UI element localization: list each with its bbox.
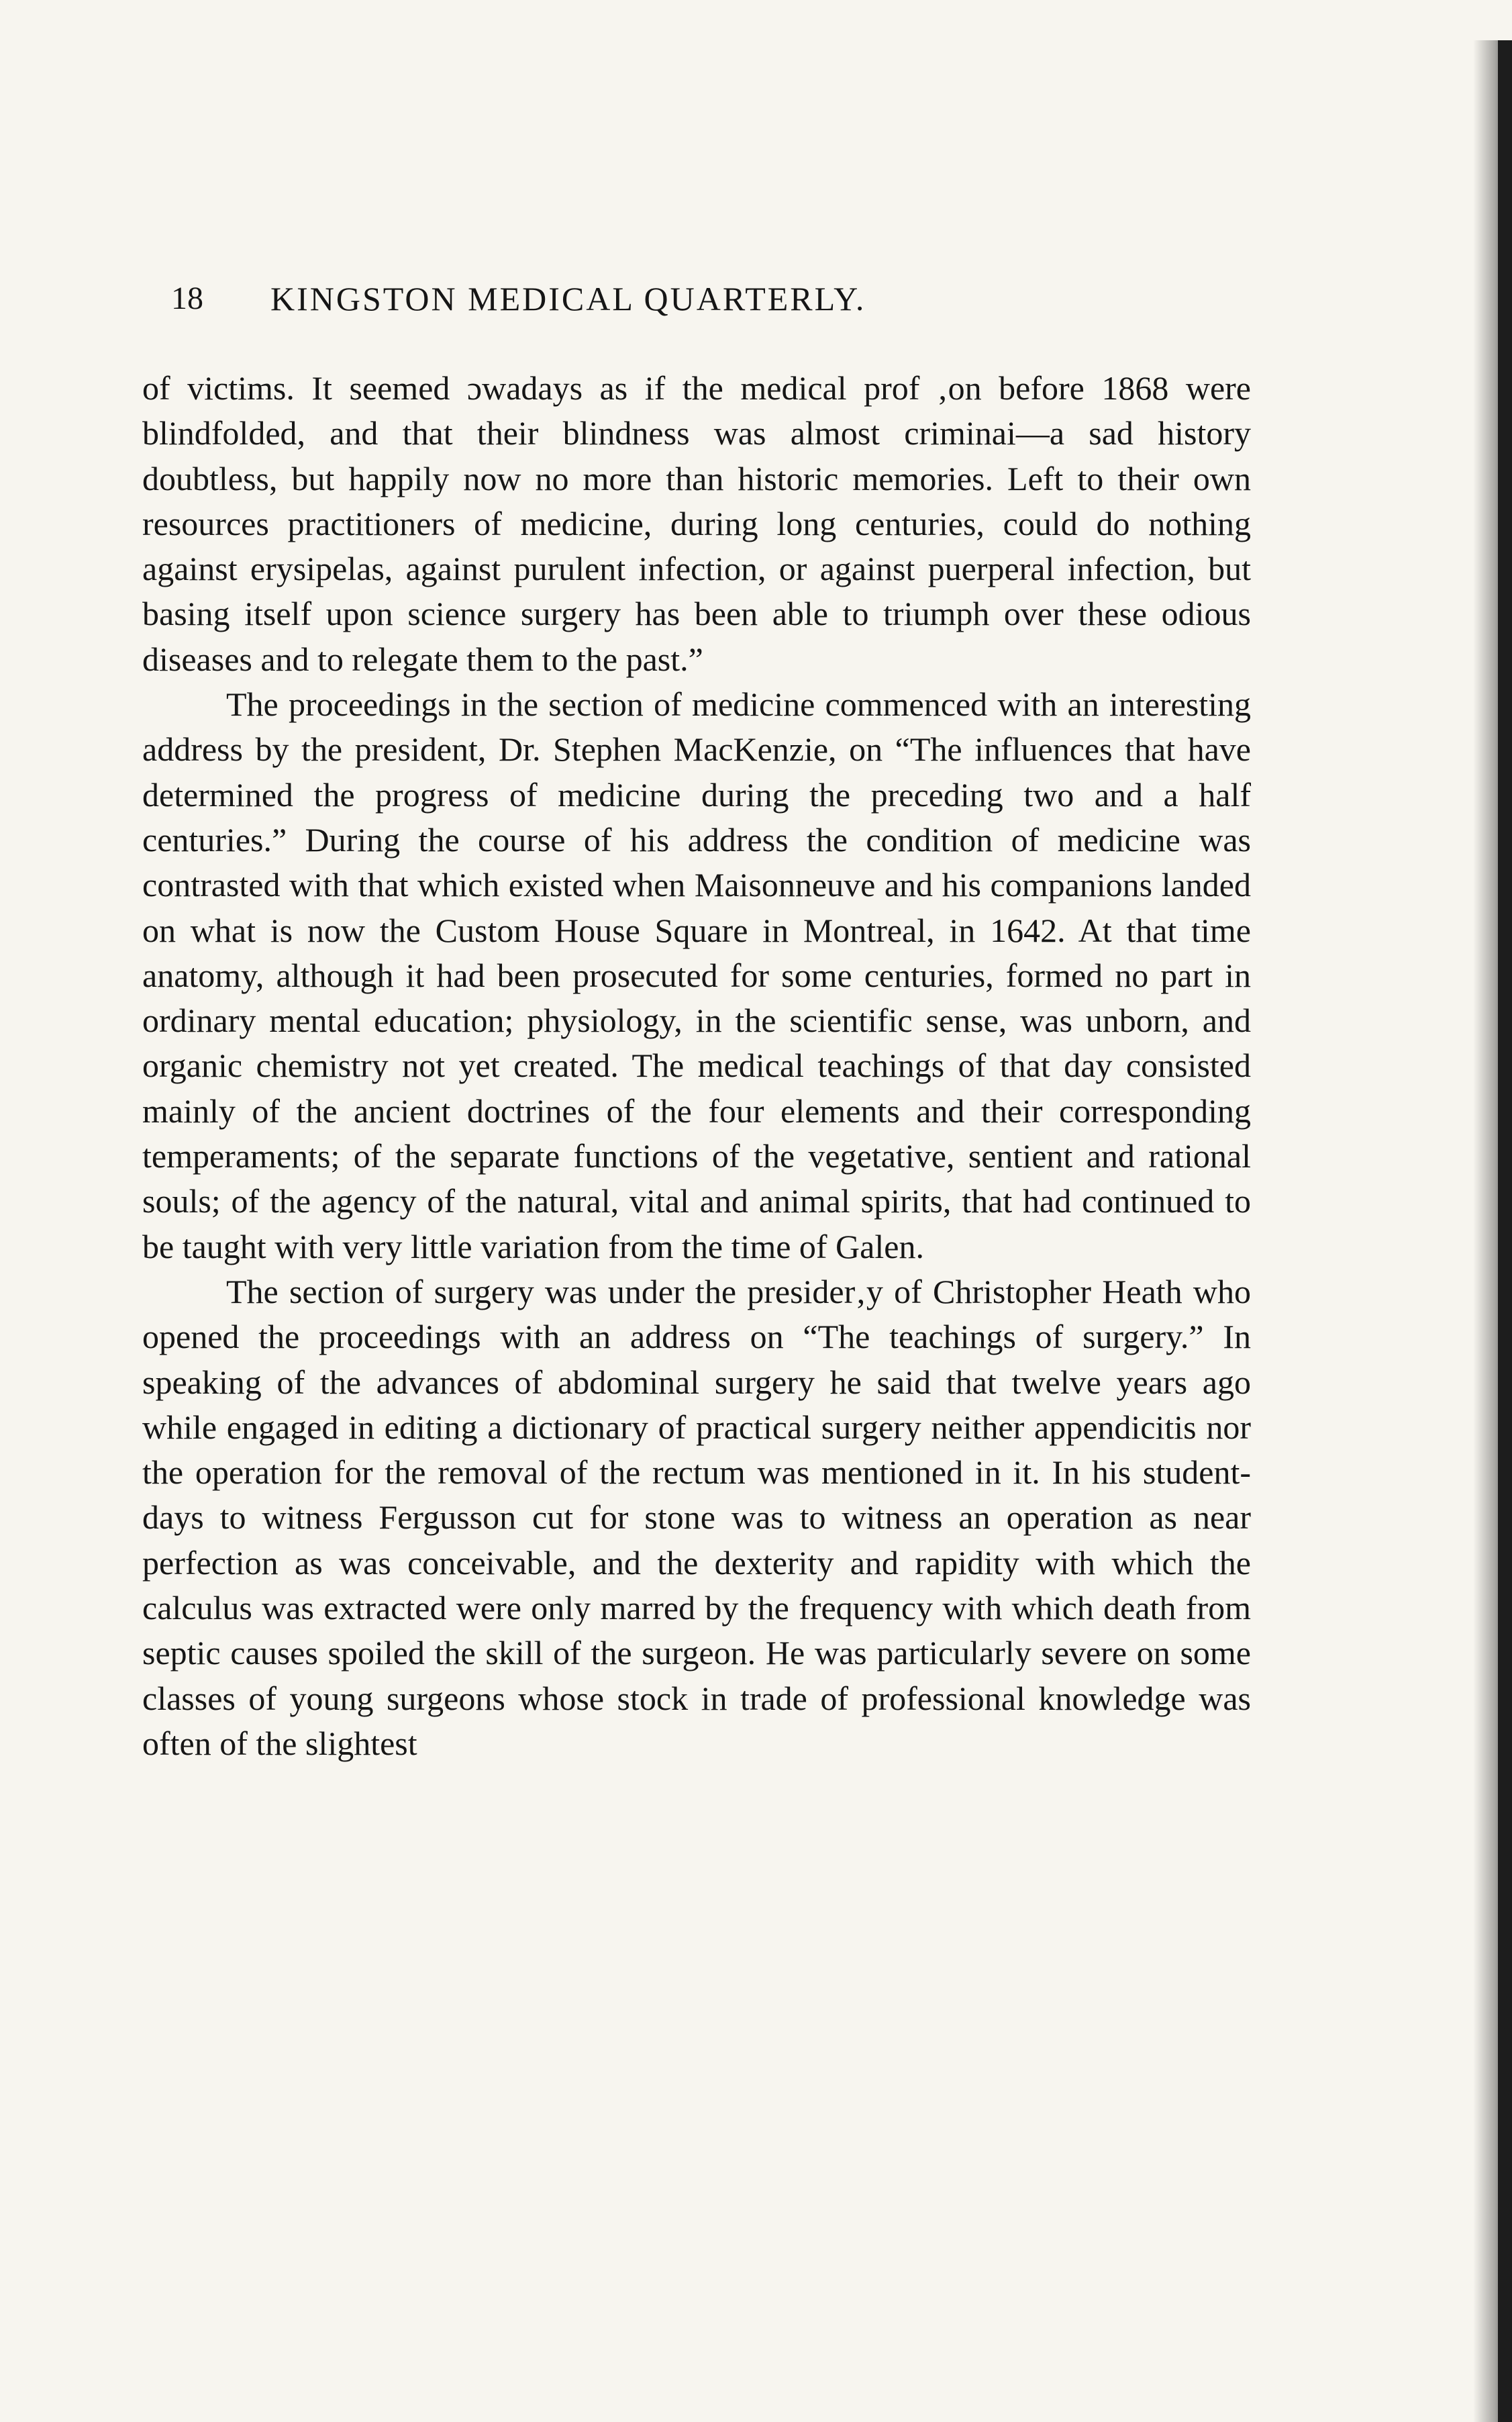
- page-header: [171, 272, 1258, 326]
- paragraph-3: The section of surgery was under the presider‚y of Christopher Heath who opened the proceedings with an address on “The teachings of surgery.” In speaking of the advances of abdominal surgery he said that twelve years ago while engaged in editing a dictionary of practical surgery neither appendicitis nor the operation for the removal of the rectum was mentioned in it. In his student-days to witness Fergusson cut for stone was to witness an operation as near perfection as was conceivable, and the dexterity and rapidity with which the calculus was extracted were only marred by the frequency with which death from septic causes spoiled the skill of the surgeon. He was particularly severe on some classes of young surgeons whose stock in trade of professional knowledge was often of the slightest: [142, 1272, 1251, 1762]
- scanned-binding-shadow: [1498, 40, 1512, 2422]
- page-number: 18: [171, 281, 203, 316]
- paragraph-2: The proceedings in the section of medicine commenced with an interesting address by the president, Dr. Stephen MacKenzie, on “The influences that have determined the progress of medicine during the preceding two and a half centuries.” During the course of his address the condition of medicine was contrasted with that which existed when Maisonneuve and his companions landed on what is now the Custom House Square in Montreal, in 1642. At that time anatomy, although it had been prosecuted for some centuries, formed no part in ordinary mental education; physiology, in the scientific sense, was unborn, and organic chemistry not yet created. The medical teachings of that day consisted mainly of the ancient doctrines of the four elements and their corresponding temperaments; of the separate functions of the vegetative, sentient and rational souls; of the agency of the natural, vital and animal spirits, that had continued to be taught with very little variation from the time of Galen.: [142, 685, 1251, 1265]
- body-text: [142, 366, 1251, 1766]
- paragraph-1: of victims. It seemed ɔwadays as if the medical prof ‚on before 1868 were blindfolded, and that their blindness was almost criminai—a sad history doubtless, but happily now no more than historic memories. Left to their own resources practitioners of medicine, during long centuries, could do nothing against erysipelas, against purulent infection, or against puerperal infection, but basing itself upon science surgery has been able to triumph over these odious diseases and to relegate them to the past.”: [142, 369, 1251, 678]
- running-head: KINGSTON MEDICAL QUARTERLY.: [270, 280, 866, 318]
